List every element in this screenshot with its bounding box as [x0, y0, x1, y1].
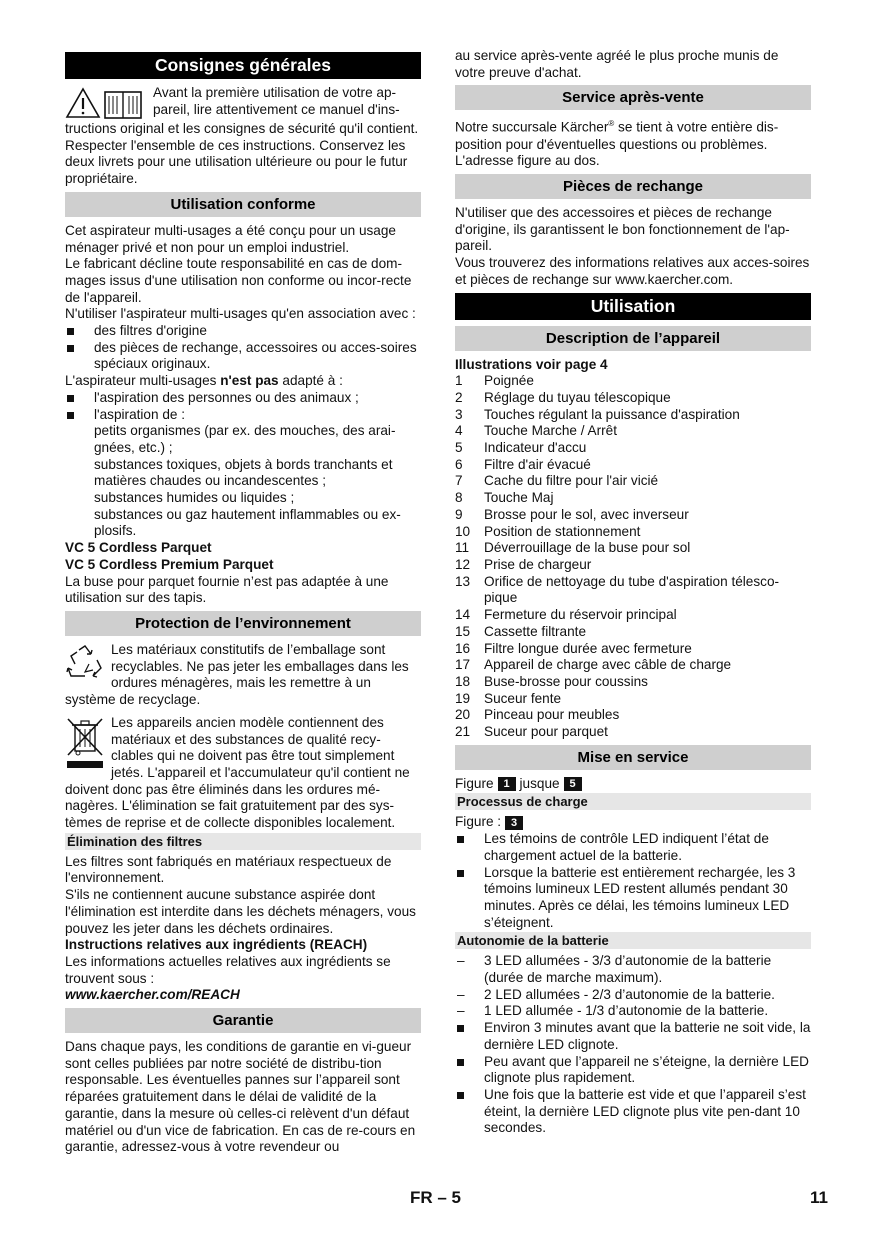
- list-item-number: 14: [455, 607, 471, 623]
- reach-url: www.kaercher.com/REACH: [65, 987, 240, 1003]
- env-block-2: [65, 715, 421, 832]
- pieces-paragraph-1: N'utiliser que des accessoires et pièces de rechange d'origine, ils garantissent le bon fonctionnement de l'ap-pareil.: [455, 205, 790, 254]
- autonomie-bullet-1: Environ 3 minutes avant que la batterie ne soit vide, la dernière LED clignote.: [455, 1020, 811, 1053]
- env-paragraph-2: Les appareils ancien modèle contiennent des matériaux et des substances de qualité recy-clables qui ne doivent pas être tout simplement jetés. L'appareil et l'accumulateur qu'il contient ne doivent donc pas être éliminés dans les ordures mé-nagères. L'élimination se fait gratuitement par des sys-tèmes de reprise et de collecte disponibles localement.: [65, 714, 410, 831]
- list-item: [455, 540, 811, 557]
- consignes-text-a: Avant la première utilisation de votre ap-pareil, lire attentivement ce manuel d'ins-: [153, 85, 400, 117]
- garantie-continued: au service après-vente agréé le plus proche munis de votre preuve d'achat.: [455, 48, 779, 80]
- list-item-text: Cache du filtre pour l'air vicié: [484, 473, 659, 489]
- list-item-text: Indicateur d'accu: [484, 440, 587, 456]
- pieces-paragraph-2: Vous trouverez des informations relatives aux acces-soires et pièces de rechange sur www.kaercher.com.: [455, 255, 810, 287]
- consignes-text-b: tructions original et les consignes de sécurité qu'il contient. Respecter l'ensemble de ces instructions. Conservez les deux livrets pour une utilisation ultérieure ou pour le futur propriétaire.: [65, 121, 419, 187]
- list-item-number: 4: [455, 423, 463, 439]
- list-item: [455, 457, 811, 474]
- heading-mise-en-service: Mise en service: [455, 745, 811, 770]
- list-item-number: 9: [455, 506, 463, 522]
- elim-paragraph-2: S'ils ne contiennent aucune substance aspirée dont l'élimination est interdite dans les déchets ménagers, vous pouvez les jeter dans les déchets ordinaires.: [65, 887, 416, 936]
- util-p4-b: n'est pas: [220, 373, 279, 389]
- figure-charge: [455, 814, 811, 831]
- list-item-number: 18: [455, 673, 471, 689]
- list-item-text: Cassette filtrante: [484, 623, 586, 639]
- heading-garantie: Garantie: [65, 1008, 421, 1033]
- heading-elimination-filtres: Élimination des filtres: [65, 833, 421, 850]
- list-item: [455, 574, 811, 607]
- list-item-number: 21: [455, 724, 471, 740]
- parts-list: [455, 373, 811, 740]
- figure-to-box: 5: [564, 777, 582, 791]
- list-item-number: 1: [455, 373, 463, 389]
- autonomie-dash-2: – 2 LED allumées - 2/3 d’autonomie de la batterie.: [455, 987, 811, 1004]
- consignes-block: [65, 85, 421, 188]
- list-item-text: Fermeture du réservoir principal: [484, 607, 677, 623]
- charge-bullet-2: Lorsque la batterie est entièrement rechargée, les 3 témoins lumineux LED restent allumés pendant 30 minutes. Après ce délai, les témoins lumineux LED s’éteignent.: [455, 865, 811, 932]
- warning-manual-icon: [65, 87, 147, 121]
- list-item-number: 20: [455, 707, 471, 723]
- env-block-1: [65, 642, 421, 709]
- heading-pieces-rechange: Pièces de rechange: [455, 174, 811, 199]
- list-item: [455, 473, 811, 490]
- list-item-text: Réglage du tuyau télescopique: [484, 389, 671, 405]
- vc-text: La buse pour parquet fournie n’est pas adaptée à une utilisation sur des tapis.: [65, 573, 389, 606]
- list-item: [455, 390, 811, 407]
- service-paragraph: [455, 116, 811, 170]
- autonomie-bullet-3: Une fois que la batterie est vide et que l’appareil s’est éteint, la dernière LED clignote plus vite pen-dant 10 secondes.: [455, 1087, 811, 1137]
- list-item-text: Déverrouillage de la buse pour sol: [484, 540, 691, 556]
- list-item-text: Touche Maj: [484, 490, 554, 506]
- heading-utilisation: Utilisation: [455, 293, 811, 320]
- list-item-number: 15: [455, 623, 471, 639]
- registered-mark: ®: [608, 119, 615, 129]
- list-item: [455, 507, 811, 524]
- elim-paragraph-1: Les filtres sont fabriqués en matériaux respectueux de l'environnement.: [65, 853, 392, 886]
- list-item-number: 19: [455, 690, 471, 706]
- list-item: [455, 440, 811, 457]
- util-p4-c: adapté à :: [278, 373, 343, 389]
- util-bullet-1: des filtres d'origine: [65, 323, 421, 340]
- list-item: [455, 641, 811, 658]
- figure-from-box: 1: [498, 777, 516, 791]
- list-item: [455, 607, 811, 624]
- model-vc5-premium-parquet: VC 5 Cordless Premium Parquet: [65, 556, 274, 572]
- heading-utilisation-conforme: Utilisation conforme: [65, 192, 421, 217]
- util-bullet-2: des pièces de rechange, accessoires ou acces-soires spéciaux originaux.: [65, 340, 421, 373]
- figure-range: [455, 776, 811, 793]
- list-item-number: 6: [455, 456, 463, 472]
- list-item: [455, 674, 811, 691]
- util-paragraph-4: [65, 373, 421, 390]
- list-item-number: 10: [455, 523, 471, 539]
- list-item-text: Filtre d'air évacué: [484, 456, 591, 472]
- list-item-text: Touche Marche / Arrêt: [484, 423, 617, 439]
- util-indent-1: petits organismes (par ex. des mouches, des arai-gnées, etc.) ;: [94, 423, 396, 455]
- list-item-number: 17: [455, 657, 471, 673]
- list-item-text: Buse-brosse pour coussins: [484, 673, 648, 689]
- autonomie-dash-1: – 3 LED allumées - 3/3 d’autonomie de la batterie (durée de marche maximum).: [455, 953, 811, 986]
- illustrations-note: Illustrations voir page 4: [455, 356, 608, 372]
- list-item: [455, 691, 811, 708]
- heading-consignes: Consignes générales: [65, 52, 421, 79]
- list-item-text: Position de stationnement: [484, 523, 641, 539]
- list-item: [455, 624, 811, 641]
- list-item-number: 7: [455, 473, 463, 489]
- footer-page-number: 11: [810, 1188, 828, 1207]
- reach-heading: Instructions relatives aux ingrédients (REACH): [65, 937, 368, 953]
- util-indent-2: substances toxiques, objets à bords tranchants et matières chaudes ou incandescentes ;: [94, 456, 393, 489]
- list-item-text: Brosse pour le sol, avec inverseur: [484, 506, 689, 522]
- list-item: [455, 490, 811, 507]
- util-paragraph-1: Cet aspirateur multi-usages a été conçu pour un usage ménager privé et non pour un emploi industriel.: [65, 222, 396, 255]
- heading-description-appareil: Description de l’appareil: [455, 326, 811, 351]
- list-item-number: 5: [455, 440, 463, 456]
- crossed-bin-icon: [65, 717, 105, 773]
- footer-lang-page: FR – 5: [410, 1188, 462, 1207]
- env-paragraph-1: Les matériaux constitutifs de l’emballage sont recyclables. Ne pas jeter les emballages dans les ordures ménagères, mais les remettre à un système de recyclage.: [65, 641, 409, 708]
- util-bullet-4: l'aspiration de :: [65, 407, 421, 424]
- recycle-icon: [65, 644, 105, 680]
- util-bullet-3: l'aspiration des personnes ou des animaux ;: [65, 390, 421, 407]
- service-text-a: Notre succursale Kärcher: [455, 119, 609, 135]
- garantie-paragraph: Dans chaque pays, les conditions de garantie en vi-gueur sont celles publiées par notre société de distribu-tion responsable. Les éventuelles pannes sur l’appareil sont réparées gratuitement dans le délai de validité de la garantie, dans la mesure où celles-ci relèvent d'un défaut matériel ou d'un vice de fabrication. En cas de re-cours en garantie, adressez-vous à votre revendeur ou: [65, 1039, 416, 1155]
- list-item: [455, 657, 811, 674]
- list-item-number: 16: [455, 640, 471, 656]
- list-item-number: 11: [455, 540, 470, 556]
- reach-paragraph: Les informations actuelles relatives aux ingrédients se trouvent sous :: [65, 953, 391, 986]
- figure-charge-box: 3: [505, 816, 523, 830]
- util-paragraph-2: Le fabricant décline toute responsabilité en cas de dom-mages issus d'une utilisation non conforme ou incor-recte de l'appareil.: [65, 256, 412, 305]
- list-item-text: Suceur pour parquet: [484, 724, 608, 740]
- left-column: [65, 48, 421, 1156]
- heading-processus-charge: Processus de charge: [455, 793, 811, 810]
- figure-jusque: jusque: [519, 775, 560, 791]
- list-item-text: Pinceau pour meubles: [484, 707, 620, 723]
- list-item: [455, 407, 811, 424]
- right-column: [455, 48, 811, 1137]
- list-item: [455, 373, 811, 390]
- list-item-text: Appareil de charge avec câble de charge: [484, 657, 732, 673]
- list-item-text: Poignée: [484, 373, 534, 389]
- list-item: [455, 557, 811, 574]
- list-item-number: 12: [455, 557, 471, 572]
- list-item-text: Orifice de nettoyage du tube d'aspiration télesco-pique: [484, 573, 780, 606]
- util-indent-4: substances ou gaz hautement inflammables ou ex-plosifs.: [94, 506, 401, 539]
- list-item-text: Touches régulant la puissance d'aspiration: [484, 406, 740, 422]
- list-item: [455, 707, 811, 724]
- list-item-number: 3: [455, 406, 463, 422]
- list-item-number: 13: [455, 573, 471, 589]
- list-item-number: 8: [455, 490, 463, 506]
- list-item: [455, 724, 811, 741]
- charge-bullet-1: Les témoins de contrôle LED indiquent l’état de chargement actuel de la batterie.: [455, 831, 811, 864]
- service-text-b: se tient à votre entière dis-position pour d'éventuelles questions ou problèmes. L'adresse figure au dos.: [455, 119, 779, 169]
- list-item-text: Filtre longue durée avec fermeture: [484, 640, 692, 656]
- list-item-text: Suceur fente: [484, 690, 562, 706]
- autonomie-bullet-2: Peu avant que l’appareil ne s’éteigne, la dernière LED clignote plus rapidement.: [455, 1054, 811, 1087]
- heading-protection-environnement: Protection de l’environnement: [65, 611, 421, 636]
- model-vc5-parquet: VC 5 Cordless Parquet: [65, 540, 212, 556]
- heading-autonomie-batterie: Autonomie de la batterie: [455, 932, 811, 949]
- util-paragraph-3: N'utiliser l'aspirateur multi-usages qu'en association avec :: [65, 306, 416, 322]
- list-item-number: 2: [455, 389, 463, 405]
- list-item: [455, 423, 811, 440]
- figure-charge-word: Figure :: [455, 814, 502, 830]
- list-item-text: Prise de chargeur: [484, 557, 592, 572]
- figure-word: Figure: [455, 775, 494, 791]
- util-indent-3: substances humides ou liquides ;: [94, 490, 295, 506]
- list-item: [455, 524, 811, 541]
- heading-service-apres-vente: Service après-vente: [455, 85, 811, 110]
- util-p4-a: L'aspirateur multi-usages: [65, 373, 221, 389]
- autonomie-dash-3: – 1 LED allumée - 1/3 d’autonomie de la batterie.: [455, 1003, 811, 1020]
